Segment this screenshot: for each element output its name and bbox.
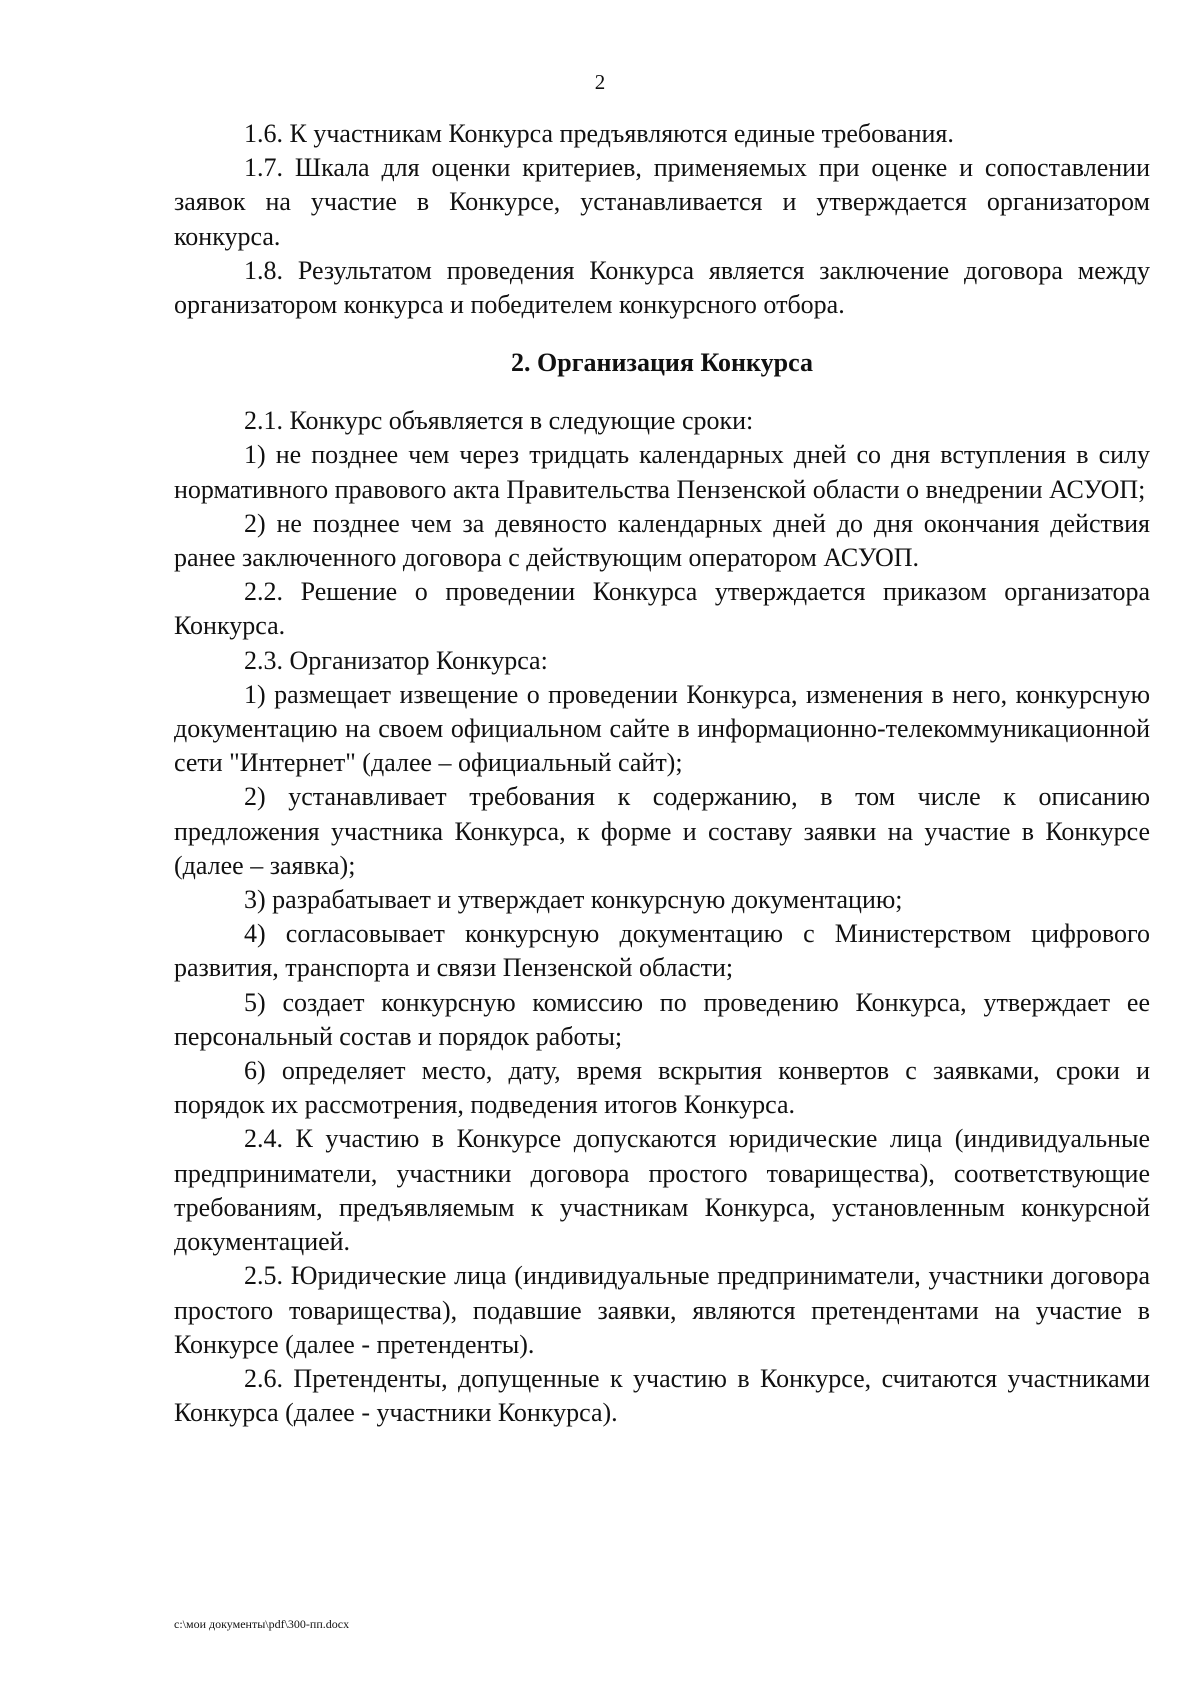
paragraph-2-3: 2.3. Организатор Конкурса: [244, 645, 548, 675]
paragraph-2-3-item-3: 3) разрабатывает и утверждает конкурсную документацию; [244, 885, 903, 915]
paragraph-2-3-item-2: 2) устанавливает требования к содержанию, в том числе к описанию предложения участника Конкурса, к форме и составу заявки на участие в Конкурсе (далее – заявка); [174, 782, 1150, 880]
paragraph-2-2: 2.2. Решение о проведении Конкурса утверждается приказом организатора Конкурса. [174, 577, 1150, 641]
paragraph-2-6: 2.6. Претенденты, допущенные к участию в Конкурсе, считаются участниками Конкурса (далее - участники Конкурса). [174, 1363, 1150, 1428]
paragraph-1-8: 1.8. Результатом проведения Конкурса является заключение договора между организатором конкурса и победителем конкурсного отбора. [174, 255, 1150, 320]
section-heading: 2. Организация Конкурса [511, 348, 813, 378]
paragraph-1-6: 1.6. К участникам Конкурса предъявляются единые требования. [244, 119, 954, 148]
paragraph-2-3-item-5: 5) создает конкурсную комиссию по проведению Конкурса, утверждает ее персональный состав и порядок работы; [174, 987, 1150, 1051]
page-number: 2 [594, 70, 606, 94]
paragraph-2-3-item-1: 1) размещает извещение о проведении Конкурса, изменения в него, конкурсную документацию на своем официальном сайте в информационно-телекоммуникационной сети "Интернет" (далее – официальный сайт); [174, 679, 1150, 778]
paragraph-1-7: 1.7. Шкала для оценки критериев, применяемых при оценке и сопоставлении заявок на участие в Конкурсе, устанавливается и утверждается организатором конкурса. [174, 153, 1150, 251]
paragraph-2-5: 2.5. Юридические лица (индивидуальные предприниматели, участники договора простого товарищества), подавшие заявки, являются претендентами на участие в Конкурсе (далее - претенденты). [174, 1261, 1150, 1359]
paragraph-2-3-item-6: 6) определяет место, дату, время вскрытия конвертов с заявками, сроки и порядок их рассмотрения, подведения итогов Конкурса. [174, 1056, 1150, 1120]
paragraph-2-4: 2.4. К участию в Конкурсе допускаются юридические лица (индивидуальные предприниматели, участники договора простого товарищества), соответствующие требованиям, предъявляемым к участникам Конкурса, установленным конкурсной документацией. [174, 1124, 1150, 1257]
document-body [174, 117, 1150, 1430]
paragraph-2-3-item-4: 4) согласовывает конкурсную документацию с Министерством цифрового развития, транспорта и связи Пензенской области; [174, 919, 1150, 983]
paragraph-2-1-item-2: 2) не позднее чем за девяносто календарных дней до дня окончания действия ранее заключенного договора с действующим оператором АСУОП. [174, 508, 1150, 573]
footer-file-path: c:\мои документы\pdf\300-пп.docx [174, 1617, 350, 1631]
paragraph-2-1-item-1: 1) не позднее чем через тридцать календарных дней со дня вступления в силу нормативного правового акта Правительства Пензенской области о внедрении АСУОП; [174, 440, 1150, 504]
paragraph-2-1: 2.1. Конкурс объявляется в следующие сроки: [244, 406, 754, 436]
